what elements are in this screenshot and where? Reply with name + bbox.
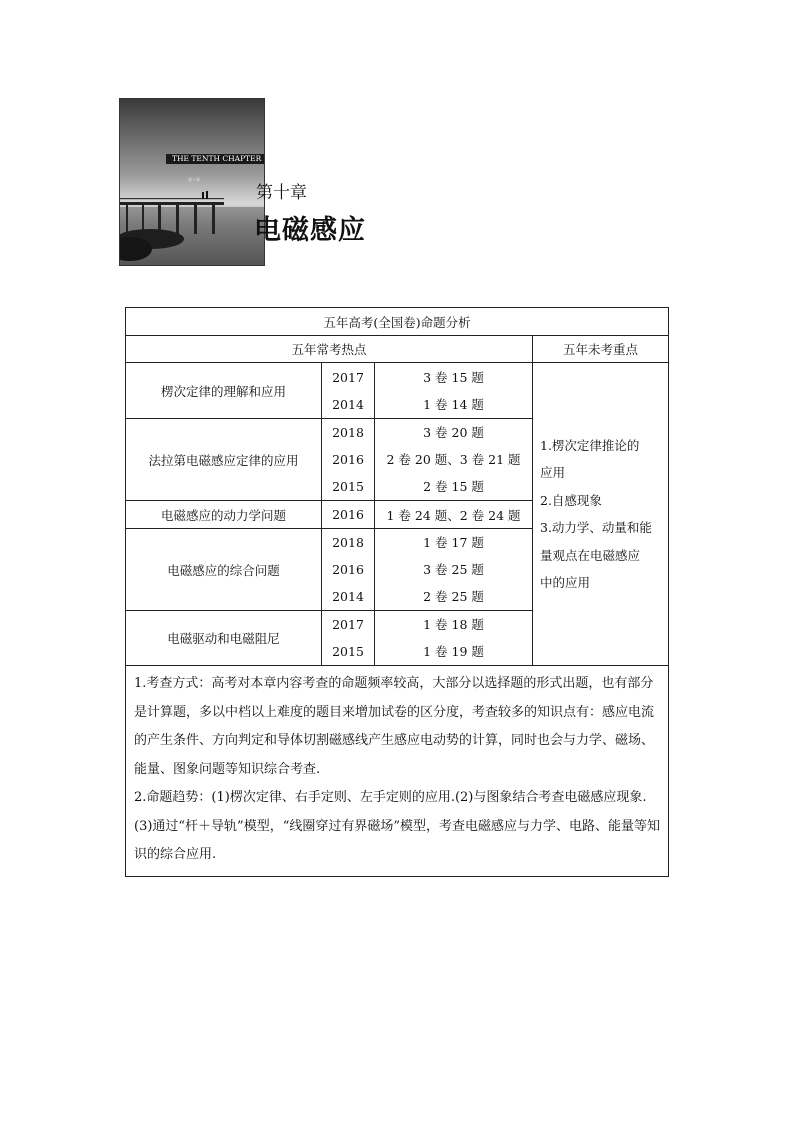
note-exam-method: 1.考查方式：高考对本章内容考查的命题频率较高，大部分以选择题的形式出题，也有部分是计算题，多以中档以上难度的题目来增加试卷的区分度，考查较多的知识点有：感应电流的产生条件、方向判定和导体切割磁感线产生感应电动势的计算，同时也会与力学、磁场、能量、图象问题等知识综合考查.: [134, 676, 655, 777]
year-value: 2017: [332, 617, 364, 632]
year-value: 2017: [332, 369, 364, 385]
year-value: 2014: [332, 396, 364, 412]
header-untested-focus: 五年未考重点: [533, 336, 669, 363]
question-value: 1 卷 19 题: [423, 644, 484, 659]
topic-cell: 楞次定律的理解和应用: [126, 363, 322, 419]
topic-cell: 电磁感应的综合问题: [126, 529, 322, 611]
year-value: 2018: [332, 425, 364, 440]
chapter-title: 电磁感应: [254, 215, 366, 246]
cover-small-mark: 第十章: [188, 177, 200, 182]
year-value: 2016: [332, 562, 364, 577]
year-value: 2015: [332, 479, 364, 494]
topic-cell: 电磁感应的动力学问题: [126, 501, 322, 529]
questions-cell: [375, 419, 533, 501]
question-value: 3 卷 20 题: [423, 425, 484, 440]
questions-cell: [375, 363, 533, 419]
focus-line: 3.动力学、动量和能: [540, 520, 652, 535]
focus-line: 2.自感现象: [540, 492, 602, 508]
question-value: 2 卷 15 题: [423, 479, 484, 494]
focus-line: 量观点在电磁感应: [540, 547, 641, 563]
questions-cell: [375, 529, 533, 611]
focus-line: 1.楞次定律推论的: [540, 437, 640, 453]
year-value: 2016: [332, 452, 364, 467]
untested-focus-cell: [533, 363, 669, 666]
chapter-cover-image: [119, 98, 265, 266]
years-cell: [322, 611, 375, 666]
analysis-notes: [126, 666, 669, 877]
question-value: 1 卷 17 题: [423, 535, 484, 550]
exam-analysis-table: [125, 307, 669, 877]
year-value: 2018: [332, 535, 364, 550]
question-value: 1 卷 18 题: [423, 617, 484, 632]
focus-line: 应用: [540, 465, 566, 480]
chapter-number: 第十章: [256, 183, 307, 203]
focus-line: 中的应用: [540, 575, 591, 590]
year-value: 2014: [332, 589, 364, 604]
topic-cell: 法拉第电磁感应定律的应用: [126, 419, 322, 501]
years-cell: 2016: [322, 501, 375, 529]
years-cell: [322, 529, 375, 611]
table-caption: 五年高考(全国卷)命题分析: [126, 308, 669, 336]
cover-chapter-en: THE TENTH CHAPTER: [172, 154, 262, 163]
question-value: 2 卷 20 题、3 卷 21 题: [386, 452, 521, 467]
question-value: 1 卷 14 题: [423, 396, 484, 412]
question-value: 3 卷 15 题: [423, 369, 484, 385]
note-trend: 2.命题趋势：(1)楞次定律、右手定则、左手定则的应用.(2)与图象结合考查电磁感应现象.(3)通过“杆＋导轨”模型，“线圈穿过有界磁场”模型，考查电磁感应与力学、电路、能量等知识的综合应用.: [134, 790, 660, 862]
questions-cell: [375, 611, 533, 666]
questions-cell: 1 卷 24 题、2 卷 24 题: [375, 501, 533, 529]
years-cell: [322, 363, 375, 419]
header-hot-topics: 五年常考热点: [126, 336, 533, 363]
question-value: 3 卷 25 题: [423, 562, 484, 577]
question-value: 2 卷 25 题: [423, 589, 484, 604]
table-row: [126, 363, 669, 419]
year-value: 2015: [332, 644, 364, 659]
topic-cell: 电磁驱动和电磁阻尼: [126, 611, 322, 666]
years-cell: [322, 419, 375, 501]
